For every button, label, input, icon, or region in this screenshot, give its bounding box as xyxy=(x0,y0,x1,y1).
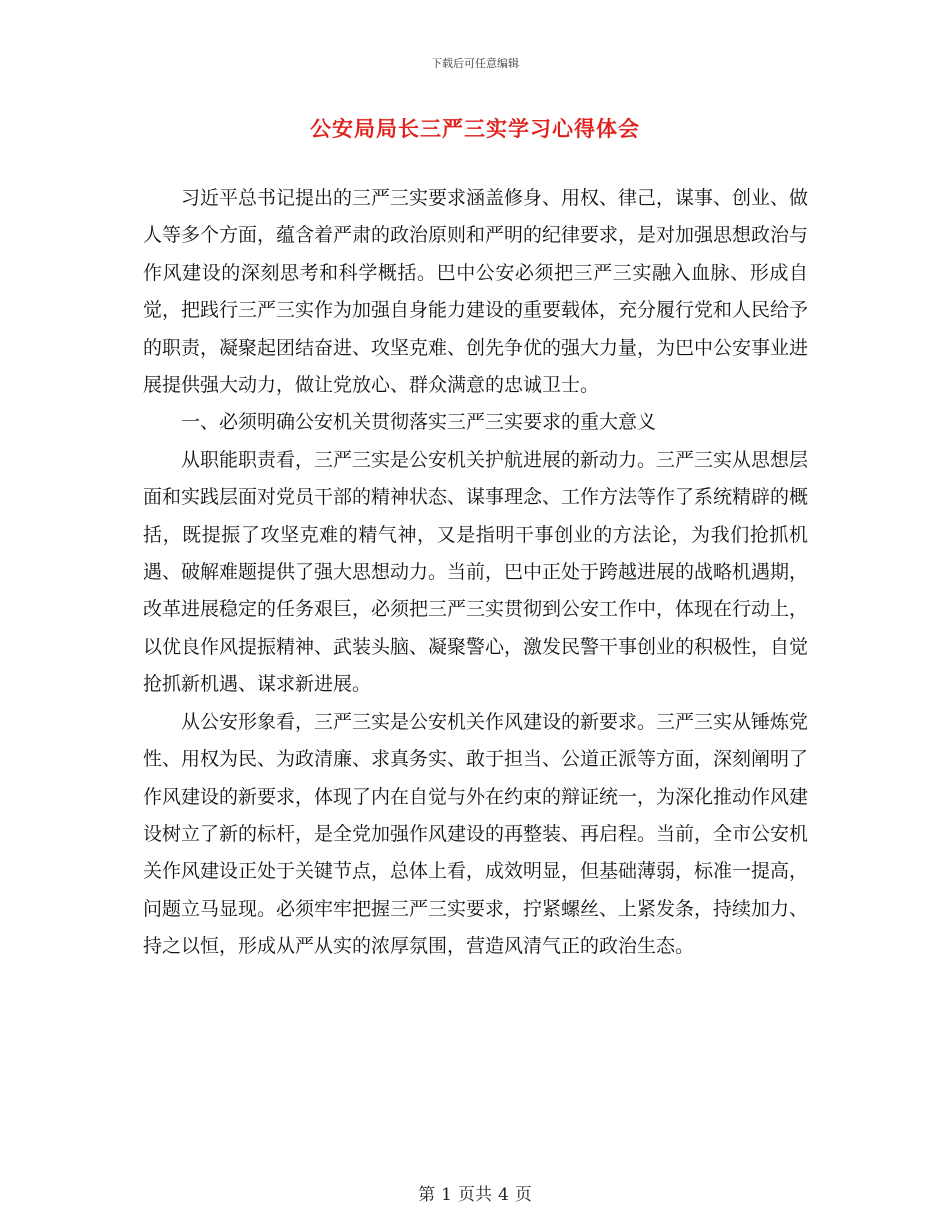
paragraph: 习近平总书记提出的三严三实要求涵盖修身、用权、律己，谋事、创业、做人等多个方面，蕴含着严肃的政治原则和严明的纪律要求，是对加强思想政治与作风建设的深刻思考和科学概括。巴中公安必须把三严三实融入血脉、形成自觉，把践行三严三实作为加强自身能力建设的重要载体，充分履行党和人民给予的职责，凝聚起团结奋进、攻坚克难、创先争优的强大力量，为巴中公安事业进展提供强大动力，做让党放心、群众满意的忠诚卫士。 xyxy=(143,187,809,397)
footer-prefix: 第 xyxy=(418,1185,436,1205)
current-page-number: 1 xyxy=(441,1185,452,1205)
page-footer xyxy=(0,1180,950,1205)
document-title: 公安局局长三严三实学习心得体会 xyxy=(310,116,640,141)
header-note: 下载后可任意编辑 xyxy=(431,57,519,70)
footer-middle: 页共 xyxy=(458,1185,492,1205)
paragraph: 从职能职责看，三严三实是公安机关护航进展的新动力。三严三实从思想层面和实践层面对党员干部的精神状态、谋事理念、工作方法等作了系统精辟的概括，既提振了攻坚克难的精气神，又是指明干事创业的方法论，为我们抢抓机遇、破解难题提供了强大思想动力。当前，巴中正处于跨越进展的战略机遇期，改革进展稳定的任务艰巨，必须把三严三实贯彻到公安工作中，体现在行动上，以优良作风提振精神、武装头脑、凝聚警心，激发民警干事创业的积极性，自觉抢抓新机遇、谋求新进展。 xyxy=(143,448,809,696)
section-heading: 一、必须明确公安机关贯彻落实三严三实要求的重大意义 xyxy=(181,411,657,434)
document-body xyxy=(143,180,808,966)
footer-suffix: 页 xyxy=(514,1185,532,1205)
paragraph: 从公安形象看，三严三实是公安机关作风建设的新要求。三严三实从锤炼党性、用权为民、为政清廉、求真务实、敢于担当、公道正派等方面，深刻阐明了作风建设的新要求，体现了内在自觉与外在约束的辩证统一，为深化推动作风建设树立了新的标杆，是全党加强作风建设的再整装、再启程。当前，全市公安机关作风建设正处于关键节点，总体上看，成效明显，但基础薄弱，标准一提高，问题立马显现。必须牢牢把握三严三实要求，拧紧螺丝、上紧发条，持续加力、持之以恒，形成从严从实的浓厚氛围，营造风清气正的政治生态。 xyxy=(143,710,809,958)
total-pages-number: 4 xyxy=(498,1185,509,1205)
